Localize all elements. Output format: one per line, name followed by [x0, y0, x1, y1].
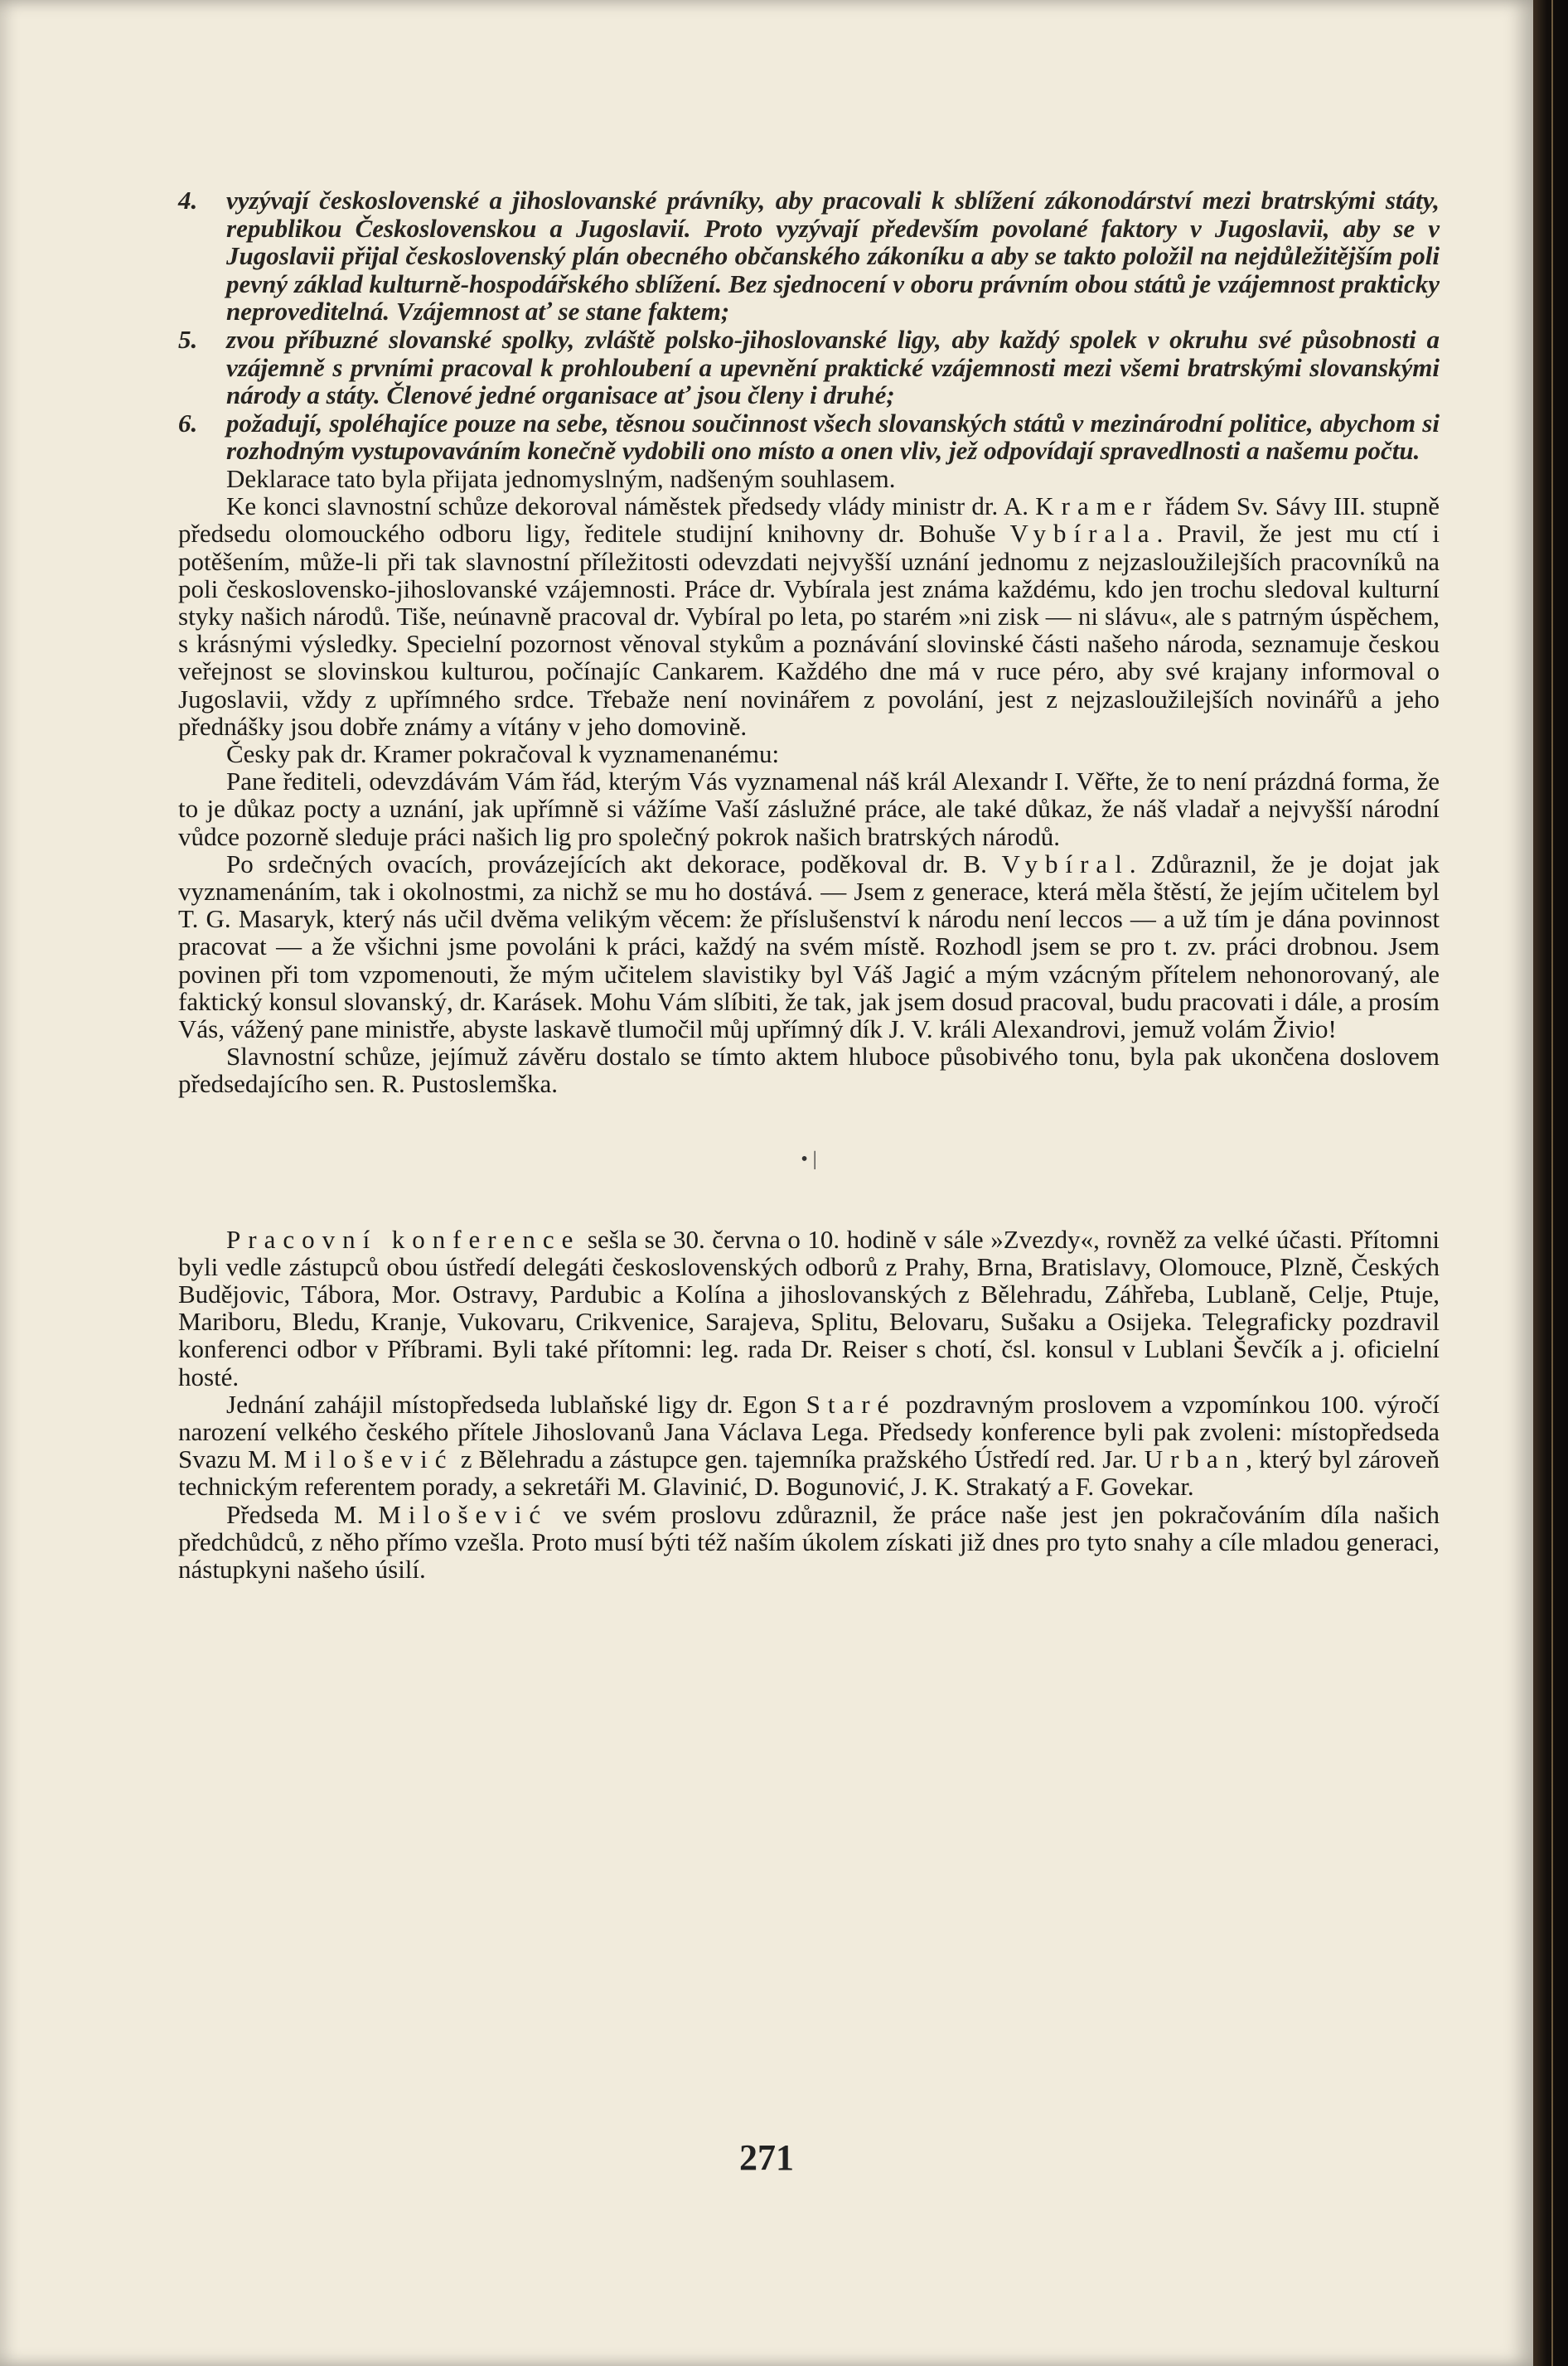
spaced-name: Vybíral — [1001, 849, 1130, 878]
paragraph-kramer: Ke konci slavnostní schůze dekoroval náměstek předsedy vlády ministr dr. A. Kramer řádem Sv. Sávy III. stupně předsedu olomouckého odboru ligy, ředitele studijní knihovny dr. Bohuše Vybírala. Pravil, že jest mu ctí i potěšením, může-li při tak slavnostní příležitosti odevzdati nejvyšší uznání jednomu z nejzasloužilejších pracovníků na poli československo-jihoslovanské vzájemnosti. Práce dr. Vybírala jest známa každému, kdo jen trochu sledoval kulturní styky našich národů. Tiše, neúnavně pracoval dr. Vybíral po leta, po starém »ni zisk — ni slávu«, ale s patrným úspěchem, s krásnými výsledky. Specielní pozornost věnoval stykům a poznávání slovinské části našeho národa, seznamuje českou veřejnost se slovinskou kulturou, počínajíc Cankarem. Každého dne má v ruce péro, aby své krajany informoval o Jugoslavii, vždy z upřímného srdce. Třebaže není novinářem z povolání, jest z nejzasloužilejších novinářů a jeho přednášky jsou dobře známy a vítány v jeho domovině. — [178, 491, 1440, 741]
paragraph-working-conference: Pracovní konference sešla se 30. června o 10. hodině v sále »Zvezdy«, rovněž za velké účasti. Přítomni byli vedle zástupců obou ústředí delegáti československých odborů z Prahy, Brna, Bratislavy, Olomouce, Plzně, Českých Budějovic, Tábora, Mor. Ostravy, Pardubic a Kolína a jihoslovanských z Bělehradu, Záhřeba, Lublaně, Celje, Ptuje, Mariboru, Bledu, Kranje, Vukovaru, Crikvenice, Sarajeva, Splitu, Belovaru, Sušaku a Osijeka. Telegraficky pozdravil konferenci odbor v Příbrami. Byli také přítomni: leg. rada Dr. Reiser s chotí, čsl. konsul v Lublani Ševčík a j. oficielní hosté. — [178, 1224, 1440, 1391]
binding-edge-line — [1551, 0, 1553, 2366]
binding-edge — [1533, 0, 1568, 2366]
paragraph-closing: Slavnostní schůze, jejímuž závěru dostalo se tímto aktem hluboce působivého tonu, byla pak ukončena doslovem předsedajícího sen. R. Pustoslemška. — [178, 1042, 1440, 1099]
list-text: požadují, spoléhajíce pouze na sebe, těsnou součinnost všech slovanských států v mezinárodní politice, abychom si rozhodným vystupovaváním konečně vydobili ono místo a onen vliv, jež odpovídají spravedlnosti a našemu počtu. — [226, 408, 1440, 466]
list-text: zvou příbuzné slovanské spolky, zvláště polsko-jihoslovanské ligy, aby každý spolek v okruhu své působnosti a vzájemně s prvními pracoval k prohloubení a upevnění praktické vzájemnosti mezi všemi bratrskými slovanskými národy a státy. Členové jedné organisace ať jsou členy i druhé; — [226, 324, 1440, 410]
list-text: vyzývají československé a jihoslovanské právníky, aby pracovali k sblížení zákonodárství mezi bratrskými státy, republikou Československou a Jugoslavií. Proto vyzývají především povolané faktory v Jugoslavii, aby se v Jugoslavii přijal československý plán obecného občanského zákoníku a aby se takto položil na nejdůležitějším poli pevný základ kulturně-hospodářského sblížení. Bez sjednocení v oboru právním obou států je vzájemnost prakticky neproveditelná. Vzájemnost ať se stane faktem; — [226, 186, 1440, 327]
paragraph-opening: Jednání zahájil místopředseda lublaňské ligy dr. Egon Staré pozdravným proslovem a vzpomínkou 100. výročí narození velkého českého přítele Jihoslovanů Jana Václava Lega. Předsedy konference byli pak zvoleni: místopředseda Svazu M. Milošević z Bělehradu a zástupce gen. tajemníka pražského Ústředí red. Jar. Urban, který byl zároveň technickým referentem porady, a sekretáři M. Glavinić, D. Bogunović, J. K. Strakatý a F. Govekar. — [178, 1389, 1440, 1502]
section-divider: • | — [801, 1148, 817, 1170]
paragraph-vybiral-reply: Po srdečných ovacích, provázejících akt dekorace, poděkoval dr. B. Vybíral. Zdůraznil, že je dojat jak vyznamenáním, tak i okolnostmi, za nichž se mu ho dostává. — Jsem z generace, která měla štěstí, že jejím učitelem byl T. G. Masaryk, který nás učil dvěma velikým věcem: že příslušenství k národu není leccos — a už tím je dána povinnost pracovat — a že všichni jsme povoláni k práci, každý na svém místě. Rozhodl jsem se pro t. zv. práci drobnou. Jsem povinen při tom vzpomenouti, že mým učitelem slavistiky byl Váš Jagić a mým vzácným přítelem nehonorovaný, ale faktický konsul slovanský, dr. Karásek. Mohu Vám slíbiti, že tak, jak jsem dosud pracoval, budu pracovati i dále, a prosím Vás, vážený pane ministře, abyste laskavě tlumočil můj upřímný dík J. V. králi Alexandrovi, jemuž volám Živio! — [178, 849, 1440, 1043]
spaced-name: Milošević — [283, 1444, 454, 1474]
list-item — [178, 409, 1440, 465]
paragraph-speech-kramer: Pane řediteli, odevzdávám Vám řád, kterým Vás vyznamenal náš král Alexandr I. Věřte, že to není prázdná forma, že to je důkaz pocty a uznání, jak upřímně si vážíme Vaší záslužné práce, ale také důkaz, že náš vladař a nejvyšší národní vůdce pozorně sleduje práci našich lig pro společný pokrok našich bratrských národů. — [178, 767, 1440, 851]
list-number: 5. — [178, 324, 198, 354]
list-item — [178, 326, 1440, 409]
paragraph-cesky: Česky pak dr. Kramer pokračoval k vyznamenanému: — [226, 738, 780, 768]
spaced-name: Urban — [1144, 1444, 1246, 1474]
spaced-name: Vybírala — [1009, 519, 1157, 549]
document-body — [178, 186, 1440, 1583]
list-number: 6. — [178, 408, 198, 438]
paragraph-chairman: Předseda M. Milošević ve svém proslovu zdůraznil, že práce naše jest jen pokračováním díla našich předchůdců, z něho přímo vzešla. Proto musí býti též naším úkolem získati již dnes pro tyto snahy a cíle mladou generaci, nástupkyni našeho úsilí. — [178, 1499, 1440, 1585]
spaced-name: Staré — [806, 1389, 897, 1419]
spaced-name: Kramer — [1035, 491, 1159, 521]
declaration-list — [178, 186, 1440, 465]
paragraph-declaration: Deklarace tato byla přijata jednomyslným, nadšeným souhlasem. — [226, 463, 896, 493]
page-number: 271 — [739, 2137, 794, 2178]
spaced-name: Milošević — [378, 1499, 549, 1529]
spaced-heading: Pracovní konference — [226, 1224, 581, 1254]
list-number: 4. — [178, 186, 198, 215]
list-item — [178, 186, 1440, 326]
